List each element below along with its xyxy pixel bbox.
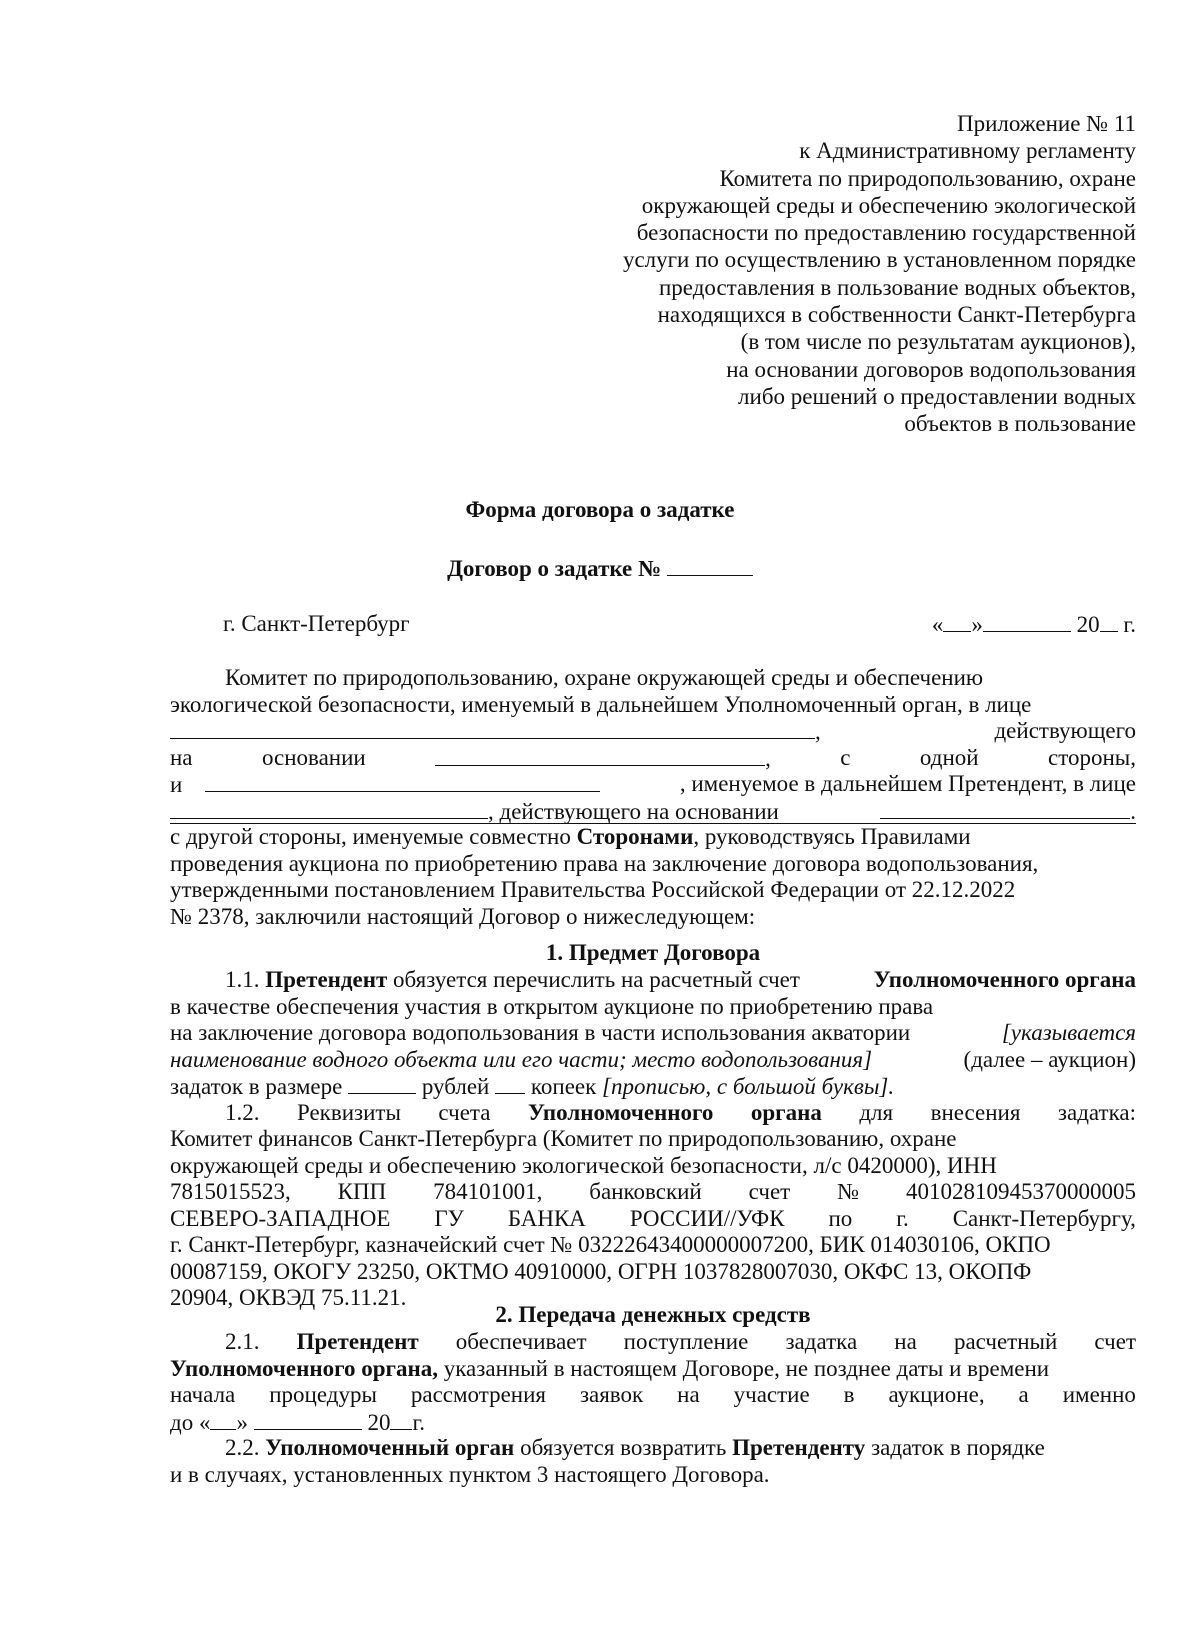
clause-1-2-line [170, 1100, 1136, 1127]
word: в [843, 1382, 855, 1407]
preamble-line [170, 798, 1136, 825]
word: стороны, [1047, 744, 1136, 770]
clause-text: Комитет финансов Санкт-Петербурга (Комитет по природопользованию, охране [170, 1126, 957, 1151]
clause-1-1-line [170, 1020, 1136, 1047]
deadline-day-blank[interactable] [210, 1409, 236, 1430]
preamble-text: утвержденными постановлением Правительства Российской Федерации от 22.12.2022 [170, 877, 1016, 902]
clause-text [225, 967, 800, 994]
deadline-year-blank[interactable] [390, 1409, 412, 1430]
place-text: г. Санкт-Петербург [223, 611, 410, 636]
day-blank[interactable] [943, 611, 971, 632]
clause-text: копеек [530, 1074, 597, 1099]
word: БАНКА [507, 1205, 586, 1231]
word: ГУ [434, 1205, 464, 1231]
word: на [894, 1329, 917, 1354]
word: внесения [930, 1099, 1021, 1125]
appendix-line: предоставления в пользование водных объектов, [658, 274, 1136, 300]
month-blank[interactable] [983, 611, 1071, 632]
preamble [170, 665, 1136, 930]
italic-note: [прописью, с большой буквы]. [602, 1074, 895, 1099]
appendix-header [496, 110, 1136, 438]
date-line [932, 611, 1136, 639]
rubles-blank[interactable] [348, 1073, 416, 1094]
appendix-line: (в том числе по результатам аукционов), [740, 329, 1136, 355]
word: задатка: [1057, 1099, 1136, 1125]
date-text: до « [170, 1409, 211, 1435]
word: по [828, 1205, 853, 1231]
word: № [837, 1179, 860, 1204]
bold-term: Уполномоченного органа [873, 967, 1136, 992]
clause-text: окружающей среды и обеспечению экологической безопасности, л/с 0420000), ИНН [170, 1152, 997, 1178]
clause-text-part: задаток в порядке [871, 1435, 1045, 1460]
appendix-line: к Административному регламенту [799, 138, 1136, 164]
kopecks-blank[interactable] [495, 1073, 525, 1094]
applicant-rep-field [170, 798, 779, 825]
word: КПП [337, 1179, 387, 1204]
preamble-line [170, 692, 1136, 719]
preamble-text [170, 824, 971, 851]
word: начала [170, 1382, 236, 1407]
clause-text-part: указанный в настоящем Договоре, не позднее даты и времени [443, 1355, 1050, 1381]
preamble-line [170, 718, 1136, 745]
clause-1-1-line [170, 1073, 1136, 1100]
word: одной [919, 744, 979, 770]
preamble-text: действующего [994, 718, 1136, 743]
preamble-line [170, 823, 1136, 851]
clause-text: г. Санкт-Петербург, казначейский счет № 03222643400000007200, БИК 014030106, ОКПО [170, 1232, 1051, 1257]
bold-term: Уполномоченного [527, 1099, 714, 1125]
appendix-line: на основании договоров водопользования [726, 356, 1136, 382]
word: с [840, 744, 851, 770]
clause-1-2-line [170, 1206, 1136, 1233]
word: основании [261, 744, 366, 770]
clause-text-part: обязуется перечислить на расчетный счет [393, 967, 800, 992]
basis-blank[interactable] [435, 745, 765, 766]
clause-number: 1.2. [225, 1099, 260, 1125]
word: Реквизиты [296, 1099, 401, 1125]
applicant-blank[interactable] [205, 771, 600, 792]
contract-title [0, 555, 1200, 583]
section-2 [170, 1302, 1136, 1488]
preamble-line [170, 771, 1136, 798]
place-date-row [223, 611, 1136, 639]
clause-2-1-line [170, 1356, 1136, 1383]
clause-1-2-line [170, 1126, 1136, 1153]
clause-1-2-line [170, 1179, 1136, 1206]
bold-term: Претенденту [732, 1435, 866, 1460]
italic-note: наименование водного объекта или его части; место водопользования] [170, 1046, 873, 1072]
preamble-text: , действующего на основании [488, 798, 779, 824]
clause-text: и в случаях, установленных пунктом 3 настоящего Договора. [170, 1461, 770, 1487]
appendix-line: Комитета по природопользованию, охране [719, 165, 1136, 191]
clause-text [170, 1356, 1049, 1383]
clause-1-1-line [170, 1047, 1136, 1074]
word: на [677, 1382, 700, 1407]
word: 40102810945370000005 [905, 1179, 1136, 1204]
appendix-line: окружающей среды и обеспечению экологической [641, 192, 1136, 218]
clause-text: на заключение договора водопользования в части использования акватории [170, 1020, 911, 1045]
clause-1-1-line [170, 967, 1136, 994]
italic-note: [указывается [1001, 1020, 1136, 1045]
word: задатка [785, 1329, 858, 1354]
representative-field [170, 718, 821, 745]
word: а [1018, 1382, 1029, 1407]
comma: , [815, 719, 821, 744]
word: счета [438, 1099, 491, 1125]
word: именно [1062, 1382, 1136, 1407]
bold-term: Уполномоченного органа, [170, 1355, 438, 1381]
preamble-text: Комитет по природопользованию, охране окружающей среды и обеспечению [225, 665, 984, 690]
word: на [170, 744, 193, 770]
word: поступление [623, 1329, 749, 1354]
date-quote-open: « [931, 612, 944, 637]
clause-text [225, 1435, 1045, 1462]
preamble-line [170, 665, 1136, 692]
clause-number: 1.1. [225, 967, 260, 992]
appendix-line: либо решений о предоставлении водных [738, 383, 1136, 409]
section-1-title: 1. Предмет Договора [545, 940, 761, 965]
appendix-line: услуги по осуществлению в установленном порядке [622, 247, 1136, 273]
clause-text: в качестве обеспечения участия в открытом аукционе по приобретению права [170, 993, 934, 1019]
appendix-line: безопасности по предоставлению государственной [636, 220, 1136, 246]
clause-number: 2.1. [225, 1329, 260, 1354]
clause-text: 20904, ОКВЭД 75.11.21. [170, 1285, 407, 1310]
appendix-line: Приложение № 11 [956, 111, 1136, 136]
preamble-text: , именуемое в дальнейшем Претендент, в лице [679, 771, 1136, 796]
section-2-title: 2. Передача денежных средств [495, 1302, 811, 1327]
bold-term: Претендент [296, 1329, 419, 1354]
clause-2-1-line [170, 1382, 1136, 1409]
word: процедуры [269, 1382, 377, 1407]
word: обеспечивает [455, 1329, 587, 1354]
applicant-representative-blank[interactable] [170, 798, 488, 819]
comma: , [765, 745, 771, 771]
word: участие [733, 1382, 810, 1407]
preamble-line [170, 851, 1136, 878]
word: расчетный [953, 1329, 1058, 1354]
contract-title-text: Договор о задатке № [447, 556, 662, 581]
parties-bold: Сторонами [576, 824, 694, 849]
applicant-basis-field [880, 798, 1136, 825]
deadline-month-blank[interactable] [254, 1409, 362, 1430]
clause-2-1-line [170, 1329, 1136, 1356]
clause-2-1-line [170, 1409, 1136, 1436]
clause-text-part: обязуется возвратить [520, 1435, 727, 1460]
contract-number-blank[interactable] [667, 555, 753, 576]
clause-text: рублей [421, 1074, 490, 1099]
preamble-line [170, 745, 1136, 772]
preamble-text: экологической безопасности, именуемый в дальнейшем Уполномоченный орган, в лице [170, 691, 1032, 717]
appendix-line: находящихся в собственности Санкт-Петербурга [657, 302, 1136, 328]
form-title: Форма договора о задатке [465, 497, 735, 522]
word: Санкт-Петербургу, [952, 1205, 1136, 1231]
word: РОССИИ//УФК [629, 1205, 785, 1231]
word: для [859, 1099, 894, 1125]
word: счет [1094, 1329, 1136, 1354]
clause-1-2-line [170, 1259, 1136, 1286]
word: рассмотрения [410, 1382, 546, 1407]
clause-2-2-line [170, 1462, 1136, 1489]
section-1 [170, 940, 1136, 1312]
bold-term: Претендент [265, 967, 388, 992]
clause-text: (далее – аукцион) [963, 1046, 1136, 1072]
bold-term: Уполномоченный орган [265, 1435, 515, 1460]
year-prefix: 20 [1076, 612, 1100, 637]
clause-text: 00087159, ОКОГУ 23250, ОКТМО 40910000, ОГРН 1037828007030, ОКФС 13, ОКОПФ [170, 1258, 1032, 1284]
preamble-text-part: , руководствуясь Правилами [693, 824, 971, 849]
appendix-line: объектов в пользование [904, 411, 1136, 437]
word: 7815015523, [170, 1179, 291, 1204]
preamble-text-part: с другой стороны, именуемые совместно [170, 824, 571, 849]
preamble-line [170, 904, 1136, 931]
preamble-text: проведения аукциона по приобретению права на заключение договора водопользования, [170, 850, 1039, 876]
dot: . [1130, 798, 1136, 824]
applicant-field [170, 771, 600, 798]
date-text: » [236, 1409, 248, 1435]
clause-1-2-line [170, 1153, 1136, 1180]
representative-blank[interactable] [170, 718, 815, 739]
date-text: 20 [367, 1409, 391, 1435]
clause-1-2-line [170, 1232, 1136, 1259]
clause-number: 2.2. [225, 1435, 260, 1460]
clause-2-2-line [170, 1435, 1136, 1462]
applicant-basis-blank[interactable] [880, 798, 1130, 819]
year-blank[interactable] [1100, 611, 1118, 632]
preamble-line [170, 877, 1136, 904]
clause-text: задаток в размере [170, 1074, 343, 1099]
word: г. [896, 1205, 909, 1231]
preamble-text: № 2378, заключили настоящий Договор о нижеследующем: [170, 903, 756, 929]
word: банковский [589, 1179, 702, 1204]
date-text: г. [412, 1409, 426, 1435]
word: счет [748, 1179, 791, 1204]
bold-term: органа [750, 1099, 822, 1125]
word: заявок [579, 1382, 644, 1407]
word: и [170, 772, 183, 797]
date-quote-close: » [971, 612, 983, 637]
basis-field [435, 745, 771, 772]
year-suffix: г. [1123, 612, 1136, 637]
word: СЕВЕРО-ЗАПАДНОЕ [170, 1205, 391, 1231]
word: 784101001, [433, 1179, 543, 1204]
clause-1-1-line [170, 994, 1136, 1021]
word: аукционе, [888, 1382, 985, 1407]
